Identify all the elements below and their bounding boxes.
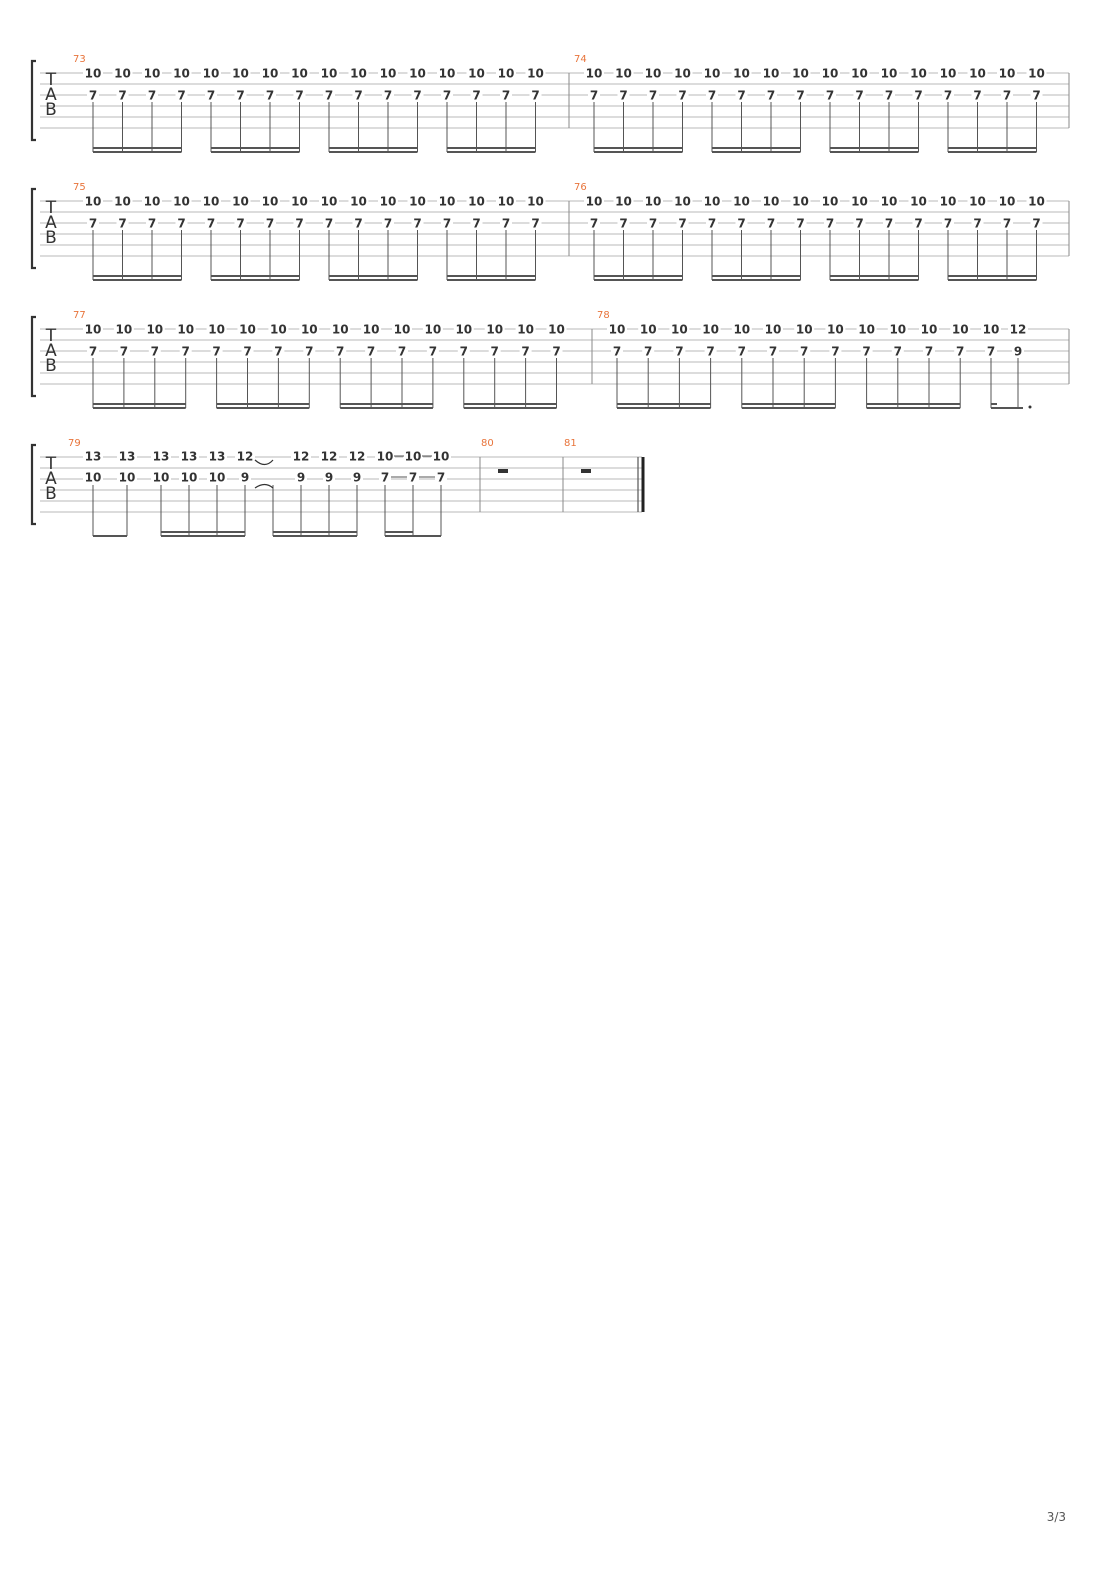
fret-number: 10 bbox=[115, 322, 133, 337]
measure-number: 75 bbox=[73, 182, 86, 193]
fret-number: 7 bbox=[295, 88, 304, 103]
fret-number: 10 bbox=[468, 66, 485, 81]
fret-number: 10 bbox=[703, 194, 721, 209]
measure-number: 77 bbox=[73, 310, 86, 321]
fret-number: 10 bbox=[84, 470, 102, 485]
fret-number: 7 bbox=[678, 88, 687, 103]
fret-number: 7 bbox=[986, 344, 996, 359]
fret-number: 7 bbox=[397, 344, 407, 359]
fret-number: 7 bbox=[336, 344, 345, 359]
fret-number: 10 bbox=[585, 194, 603, 209]
fret-number: 10 bbox=[998, 66, 1016, 81]
fret-number: 10 bbox=[177, 322, 195, 337]
fret-number: 7 bbox=[243, 344, 252, 359]
tab-clef-letter: B bbox=[45, 100, 57, 120]
fret-number: 10 bbox=[173, 66, 190, 81]
fret-number: 10 bbox=[795, 322, 813, 337]
fret-number: 7 bbox=[295, 216, 304, 231]
tab-clef-letter: A bbox=[45, 213, 57, 233]
fret-number: 10 bbox=[146, 322, 164, 337]
fret-number: 10 bbox=[173, 194, 190, 209]
fret-number: 7 bbox=[706, 344, 715, 359]
fret-number: 7 bbox=[472, 216, 481, 231]
measure-73 bbox=[73, 54, 546, 152]
fret-number: 7 bbox=[707, 88, 717, 103]
fret-number: 10 bbox=[762, 66, 780, 81]
tie bbox=[255, 460, 273, 465]
system-1 bbox=[32, 54, 1069, 152]
fret-number: 10 bbox=[291, 194, 308, 209]
fret-number: 10 bbox=[291, 66, 308, 81]
fret-number: 7 bbox=[147, 88, 157, 103]
measure-76 bbox=[569, 182, 1047, 280]
fret-number: 10 bbox=[792, 66, 809, 81]
fret-number: 10 bbox=[468, 194, 485, 209]
fret-number: 7 bbox=[862, 344, 871, 359]
fret-number: 7 bbox=[119, 344, 129, 359]
fret-number: 7 bbox=[796, 88, 805, 103]
fret-number: 7 bbox=[855, 88, 864, 103]
fret-number: 7 bbox=[212, 344, 221, 359]
fret-number: 10 bbox=[84, 194, 102, 209]
fret-number: 13 bbox=[152, 449, 170, 464]
fret-number: 7 bbox=[943, 88, 953, 103]
fret-number: 10 bbox=[362, 322, 380, 337]
fret-number: 10 bbox=[486, 322, 504, 337]
fret-number: 10 bbox=[497, 194, 515, 209]
fret-number: 10 bbox=[674, 66, 691, 81]
fret-number: 7 bbox=[428, 344, 438, 359]
fret-number: 7 bbox=[177, 88, 186, 103]
fret-number: 7 bbox=[383, 88, 393, 103]
fret-number: 10 bbox=[920, 322, 938, 337]
fret-number: 9 bbox=[1013, 344, 1023, 359]
fret-number: 7 bbox=[1002, 216, 1012, 231]
fret-number: 13 bbox=[84, 449, 102, 464]
fret-number: 10 bbox=[261, 66, 279, 81]
fret-number: 10 bbox=[762, 194, 780, 209]
fret-number: 10 bbox=[432, 449, 450, 464]
fret-number: 10 bbox=[118, 470, 136, 485]
fret-number: 10 bbox=[764, 322, 782, 337]
fret-number: 10 bbox=[733, 66, 750, 81]
fret-number: 7 bbox=[914, 88, 923, 103]
fret-number: 10 bbox=[1028, 194, 1045, 209]
fret-number: 7 bbox=[973, 216, 982, 231]
fret-number: 7 bbox=[766, 216, 776, 231]
fret-number: 10 bbox=[939, 194, 957, 209]
fret-number: 10 bbox=[208, 322, 225, 337]
fret-number: 7 bbox=[88, 344, 98, 359]
fret-number: 10 bbox=[202, 194, 220, 209]
measure-75 bbox=[73, 182, 546, 280]
fret-number: 7 bbox=[552, 344, 561, 359]
fret-number: 7 bbox=[501, 216, 511, 231]
fret-number: 7 bbox=[408, 470, 418, 485]
fret-number: 10 bbox=[671, 322, 688, 337]
fret-number: 7 bbox=[612, 344, 622, 359]
fret-number: 10 bbox=[821, 194, 839, 209]
fret-number: 7 bbox=[884, 88, 894, 103]
tab-clef-letter: T bbox=[45, 70, 57, 90]
staff-bracket bbox=[32, 445, 36, 524]
fret-number: 10 bbox=[409, 66, 426, 81]
fret-number: 7 bbox=[236, 216, 245, 231]
fret-number: 13 bbox=[118, 449, 136, 464]
fret-number: 7 bbox=[236, 88, 245, 103]
fret-number: 7 bbox=[324, 88, 334, 103]
fret-number: 10 bbox=[615, 194, 632, 209]
fret-number: 10 bbox=[608, 322, 626, 337]
fret-number: 9 bbox=[296, 470, 306, 485]
fret-number: 10 bbox=[969, 66, 986, 81]
fret-number: 10 bbox=[702, 322, 719, 337]
fret-number: 10 bbox=[379, 194, 397, 209]
fret-number: 7 bbox=[619, 216, 628, 231]
measure-number: 78 bbox=[597, 310, 610, 321]
fret-number: 7 bbox=[831, 344, 840, 359]
fret-number: 10 bbox=[232, 66, 249, 81]
measure-number: 81 bbox=[564, 438, 577, 449]
fret-number: 10 bbox=[424, 322, 442, 337]
system-4 bbox=[32, 438, 643, 536]
fret-number: 12 bbox=[292, 449, 310, 464]
fret-number: 7 bbox=[884, 216, 894, 231]
fret-number: 10 bbox=[969, 194, 986, 209]
fret-number: 9 bbox=[324, 470, 334, 485]
fret-number: 10 bbox=[517, 322, 534, 337]
fret-number: 7 bbox=[737, 344, 746, 359]
fret-number: 7 bbox=[737, 216, 746, 231]
fret-number: 10 bbox=[404, 449, 422, 464]
fret-number: 7 bbox=[459, 344, 468, 359]
fret-number: 10 bbox=[851, 194, 868, 209]
fret-number: 7 bbox=[737, 88, 746, 103]
fret-number: 7 bbox=[678, 216, 687, 231]
fret-number: 7 bbox=[274, 344, 283, 359]
fret-number: 10 bbox=[851, 66, 868, 81]
fret-number: 10 bbox=[270, 322, 287, 337]
fret-number: 10 bbox=[320, 66, 338, 81]
tab-clef-letter: A bbox=[45, 341, 57, 361]
fret-number: 10 bbox=[202, 66, 220, 81]
fret-number: 10 bbox=[438, 66, 456, 81]
fret-number: 10 bbox=[585, 66, 603, 81]
fret-number: 7 bbox=[265, 216, 275, 231]
fret-number: 7 bbox=[521, 344, 530, 359]
fret-number: 7 bbox=[442, 88, 452, 103]
fret-number: 10 bbox=[880, 66, 898, 81]
fret-number: 12 bbox=[1009, 322, 1027, 337]
fret-number: 10 bbox=[208, 470, 226, 485]
page-number: 3/3 bbox=[1046, 1510, 1066, 1524]
fret-number: 10 bbox=[733, 194, 750, 209]
fret-number: 13 bbox=[208, 449, 226, 464]
fret-number: 10 bbox=[644, 66, 662, 81]
fret-number: 10 bbox=[733, 322, 751, 337]
fret-number: 7 bbox=[648, 216, 658, 231]
staff-bracket bbox=[32, 317, 36, 396]
tab-clef-letter: A bbox=[45, 469, 57, 489]
fret-number: 10 bbox=[152, 470, 170, 485]
measure-79 bbox=[68, 438, 451, 536]
fret-number: 7 bbox=[855, 216, 864, 231]
fret-number: 7 bbox=[147, 216, 157, 231]
tab-clef-letter: T bbox=[45, 454, 57, 474]
staff-bracket bbox=[32, 189, 36, 268]
fret-number: 7 bbox=[531, 88, 540, 103]
fret-number: 12 bbox=[236, 449, 254, 464]
fret-number: 10 bbox=[300, 322, 318, 337]
fret-number: 7 bbox=[380, 470, 390, 485]
system-2 bbox=[32, 182, 1069, 280]
fret-number: 7 bbox=[589, 216, 599, 231]
fret-number: 10 bbox=[379, 66, 397, 81]
fret-number: 10 bbox=[232, 194, 249, 209]
fret-number: 10 bbox=[615, 66, 632, 81]
fret-number: 10 bbox=[858, 322, 875, 337]
fret-number: 7 bbox=[943, 216, 953, 231]
fret-number: 7 bbox=[442, 216, 452, 231]
tab-clef-letter: T bbox=[45, 326, 57, 346]
dot bbox=[1029, 406, 1032, 409]
fret-number: 7 bbox=[181, 344, 190, 359]
fret-number: 10 bbox=[527, 66, 544, 81]
fret-number: 7 bbox=[383, 216, 393, 231]
fret-number: 7 bbox=[648, 88, 658, 103]
fret-number: 10 bbox=[827, 322, 844, 337]
fret-number: 7 bbox=[893, 344, 902, 359]
fret-number: 7 bbox=[924, 344, 934, 359]
fret-number: 7 bbox=[354, 216, 363, 231]
fret-number: 10 bbox=[497, 66, 515, 81]
fret-number: 7 bbox=[88, 88, 98, 103]
fret-number: 7 bbox=[973, 88, 982, 103]
fret-number: 7 bbox=[1032, 88, 1041, 103]
fret-number: 7 bbox=[825, 216, 835, 231]
whole-rest bbox=[498, 469, 508, 473]
fret-number: 10 bbox=[951, 322, 969, 337]
fret-number: 10 bbox=[880, 194, 898, 209]
fret-number: 7 bbox=[436, 470, 446, 485]
fret-number: 10 bbox=[376, 449, 394, 464]
fret-number: 10 bbox=[455, 322, 473, 337]
fret-number: 10 bbox=[644, 194, 662, 209]
fret-number: 10 bbox=[703, 66, 721, 81]
fret-number: 10 bbox=[527, 194, 544, 209]
fret-number: 7 bbox=[118, 88, 127, 103]
tie bbox=[255, 485, 273, 489]
fret-number: 7 bbox=[206, 88, 216, 103]
fret-number: 7 bbox=[177, 216, 186, 231]
tab-clef-letter: B bbox=[45, 228, 57, 248]
measure-number: 80 bbox=[481, 438, 494, 449]
fret-number: 10 bbox=[548, 322, 565, 337]
fret-number: 7 bbox=[472, 88, 481, 103]
fret-number: 10 bbox=[639, 322, 657, 337]
fret-number: 7 bbox=[956, 344, 965, 359]
fret-number: 12 bbox=[348, 449, 366, 464]
fret-number: 9 bbox=[352, 470, 362, 485]
fret-number: 10 bbox=[84, 322, 102, 337]
fret-number: 10 bbox=[982, 322, 1000, 337]
fret-number: 10 bbox=[438, 194, 456, 209]
fret-number: 7 bbox=[490, 344, 499, 359]
fret-number: 10 bbox=[910, 66, 927, 81]
staff-bracket bbox=[32, 61, 36, 140]
fret-number: 10 bbox=[393, 322, 411, 337]
system-3 bbox=[32, 310, 1069, 409]
fret-number: 7 bbox=[531, 216, 540, 231]
fret-number: 10 bbox=[821, 66, 839, 81]
fret-number: 10 bbox=[792, 194, 809, 209]
fret-number: 10 bbox=[239, 322, 256, 337]
fret-number: 10 bbox=[350, 194, 367, 209]
fret-number: 10 bbox=[180, 470, 198, 485]
tab-clef-letter: T bbox=[45, 198, 57, 218]
fret-number: 7 bbox=[324, 216, 334, 231]
measure-number: 79 bbox=[68, 438, 81, 449]
fret-number: 7 bbox=[768, 344, 778, 359]
fret-number: 7 bbox=[766, 88, 776, 103]
fret-number: 9 bbox=[240, 470, 250, 485]
fret-number: 10 bbox=[409, 194, 426, 209]
fret-number: 10 bbox=[114, 66, 131, 81]
whole-rest bbox=[581, 469, 591, 473]
tab-clef-letter: B bbox=[45, 484, 57, 504]
fret-number: 10 bbox=[939, 66, 957, 81]
fret-number: 7 bbox=[914, 216, 923, 231]
fret-number: 10 bbox=[143, 194, 161, 209]
fret-number: 7 bbox=[619, 88, 628, 103]
fret-number: 10 bbox=[674, 194, 691, 209]
fret-number: 7 bbox=[796, 216, 805, 231]
fret-number: 10 bbox=[350, 66, 367, 81]
fret-number: 10 bbox=[143, 66, 161, 81]
fret-number: 10 bbox=[1028, 66, 1045, 81]
fret-number: 7 bbox=[413, 88, 422, 103]
fret-number: 10 bbox=[998, 194, 1016, 209]
fret-number: 7 bbox=[354, 88, 363, 103]
measure-number: 73 bbox=[73, 54, 86, 65]
fret-number: 7 bbox=[366, 344, 376, 359]
fret-number: 7 bbox=[1002, 88, 1012, 103]
fret-number: 7 bbox=[88, 216, 98, 231]
measure-number: 76 bbox=[574, 182, 587, 193]
fret-number: 7 bbox=[413, 216, 422, 231]
fret-number: 10 bbox=[889, 322, 907, 337]
fret-number: 10 bbox=[114, 194, 131, 209]
fret-number: 7 bbox=[305, 344, 314, 359]
fret-number: 10 bbox=[320, 194, 338, 209]
fret-number: 7 bbox=[644, 344, 653, 359]
measure-78 bbox=[592, 310, 1032, 409]
fret-number: 7 bbox=[118, 216, 127, 231]
measure-74 bbox=[569, 54, 1047, 152]
tab-clef-letter: A bbox=[45, 85, 57, 105]
fret-number: 7 bbox=[150, 344, 159, 359]
fret-number: 10 bbox=[331, 322, 349, 337]
fret-number: 7 bbox=[589, 88, 599, 103]
fret-number: 12 bbox=[320, 449, 338, 464]
fret-number: 7 bbox=[675, 344, 684, 359]
measure-number: 74 bbox=[574, 54, 587, 65]
fret-number: 7 bbox=[206, 216, 216, 231]
fret-number: 10 bbox=[910, 194, 927, 209]
fret-number: 7 bbox=[1032, 216, 1041, 231]
fret-number: 10 bbox=[261, 194, 279, 209]
fret-number: 7 bbox=[707, 216, 717, 231]
fret-number: 13 bbox=[180, 449, 198, 464]
fret-number: 7 bbox=[825, 88, 835, 103]
fret-number: 7 bbox=[501, 88, 511, 103]
fret-number: 7 bbox=[800, 344, 809, 359]
measure-77 bbox=[73, 310, 567, 408]
tab-clef-letter: B bbox=[45, 356, 57, 376]
fret-number: 7 bbox=[265, 88, 275, 103]
fret-number: 10 bbox=[84, 66, 102, 81]
